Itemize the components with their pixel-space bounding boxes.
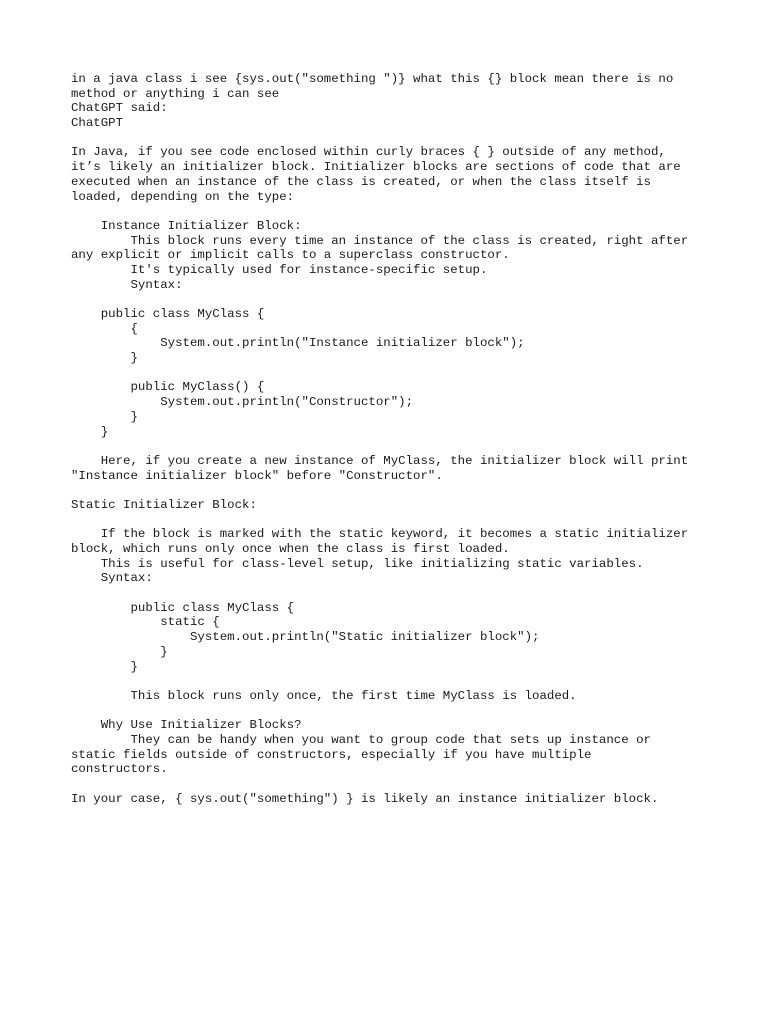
code-line: static { xyxy=(71,615,220,630)
document-page xyxy=(71,72,731,806)
text-line xyxy=(71,204,731,219)
code-line: } xyxy=(71,424,109,439)
text-line: method or anything i can see xyxy=(71,86,280,101)
text-line xyxy=(71,674,731,689)
text-line: ChatGPT xyxy=(71,116,124,131)
code-line: System.out.println("Constructor"); xyxy=(71,395,414,410)
text-line: If the block is marked with the static keyword, it becomes a static initializer xyxy=(71,527,689,542)
code-line: public class MyClass { xyxy=(71,307,265,321)
code-line: public MyClass() { xyxy=(71,380,265,395)
text-line xyxy=(71,131,731,146)
text-line: This block runs only once, the first time MyClass is loaded. xyxy=(71,688,577,703)
text-line xyxy=(71,586,731,601)
text-line: executed when an instance of the class is created, or when the class itself is xyxy=(71,174,651,189)
text-line: Why Use Initializer Blocks? xyxy=(71,718,302,733)
code-line xyxy=(71,366,731,381)
text-line: ChatGPT said: xyxy=(71,101,168,116)
text-line: constructors. xyxy=(71,762,168,777)
text-line: any explicit or implicit calls to a superclass constructor. xyxy=(71,248,510,263)
code-line: public class MyClass { xyxy=(71,600,295,615)
code-line: } xyxy=(71,351,138,366)
code-line: System.out.println("Instance initializer block"); xyxy=(71,336,525,351)
text-line xyxy=(71,513,731,528)
code-line: } xyxy=(71,644,168,659)
text-line: in a java class i see {sys.out("something ")} what this {} block mean there is no xyxy=(71,72,674,86)
text-line xyxy=(71,704,731,719)
text-line: Syntax: xyxy=(71,277,183,292)
text-line: It's typically used for instance-specific setup. xyxy=(71,262,488,277)
text-line: static fields outside of constructors, especially if you have multiple xyxy=(71,747,592,762)
text-line: Here, if you create a new instance of MyClass, the initializer block will print xyxy=(71,453,689,468)
code-line: { xyxy=(71,321,138,336)
text-line xyxy=(71,483,731,498)
code-line: System.out.println("Static initializer block"); xyxy=(71,630,540,645)
text-line: Instance Initializer Block: xyxy=(71,218,302,233)
text-line: Syntax: xyxy=(71,571,153,586)
text-line: This is useful for class-level setup, like initializing static variables. xyxy=(71,556,644,571)
text-line: They can be handy when you want to group code that sets up instance or xyxy=(71,732,651,747)
text-line: In your case, { sys.out("something") } is likely an instance initializer block. xyxy=(71,791,659,806)
text-line: In Java, if you see code enclosed within curly braces { } outside of any method, xyxy=(71,145,666,160)
section-heading: Static Initializer Block: xyxy=(71,497,257,512)
text-line xyxy=(71,777,731,792)
text-line: it’s likely an initializer block. Initializer blocks are sections of code that are xyxy=(71,160,681,175)
text-line: loaded, depending on the type: xyxy=(71,189,295,204)
text-line: This block runs every time an instance of the class is created, right after xyxy=(71,233,689,248)
text-line xyxy=(71,292,731,307)
text-line: block, which runs only once when the class is first loaded. xyxy=(71,542,510,556)
code-line: } xyxy=(71,409,138,424)
text-line xyxy=(71,439,731,454)
code-line: } xyxy=(71,659,138,674)
text-line: "Instance initializer block" before "Constructor". xyxy=(71,468,443,483)
